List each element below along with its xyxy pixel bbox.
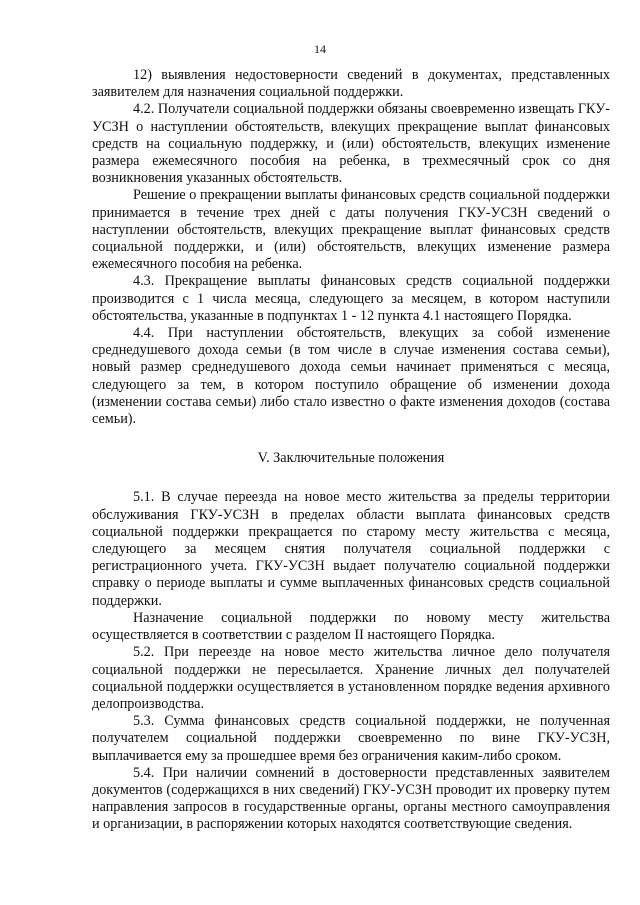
paragraph-4-4: 4.4. При наступлении обстоятельств, влекущих за собой изменение среднедушевого дохода семьи (в том числе в случае изменения состава семьи), новый размер среднедушевого дохода семьи начинает применяться с месяца, следующего за тем, в котором поступило обращение об изменении дохода (изменении состава семьи) либо стало известно о факте изменения доходов (состава семьи). — [92, 325, 610, 428]
document-body — [92, 67, 610, 834]
paragraph-5-3: 5.3. Сумма финансовых средств социальной поддержки, не полученная получателем социальной поддержки своевременно по вине ГКУ-УСЗН, выплачивается ему за прошедшее время без ограничения каким-либо сроком. — [92, 713, 610, 764]
section-heading: V. Заключительные положения — [257, 450, 445, 467]
paragraph-4-2-decision: Решение о прекращении выплаты финансовых средств социальной поддержки принимается в течение трех дней с даты получения ГКУ-УСЗН сведений о наступлении обстоятельств, влекущих прекращение выплат финансовых средств социальной поддержки, и (или) обстоятельств, влекущих изменение размера ежемесячного пособия на ребенка. — [92, 187, 610, 273]
paragraph-5-2: 5.2. При переезде на новое место жительства личное дело получателя социальной поддержки не пересылается. Хранение личных дел получателей социальной поддержки осуществляется в установленном порядке ведения архивного делопроизводства. — [92, 644, 610, 712]
paragraph-5-1-new-residence: Назначение социальной поддержки по новому месту жительства осуществляется в соответствии с разделом II настоящего Порядка. — [92, 609, 610, 644]
paragraph-5-1: 5.1. В случае переезда на новое место жительства за пределы территории обслуживания ГКУ-УСЗН в пределах области выплата финансовых средств социальной поддержки прекращается по старому месту жительства с месяца, следующего за месяцем снятия получателя социальной поддержки с регистрационного учета. ГКУ-УСЗН выдает получателю социальной поддержки справку о периоде выплаты и сумме выплаченных финансовых средств социальной поддержки. — [92, 489, 610, 609]
paragraph-4-2: 4.2. Получатели социальной поддержки обязаны своевременно извещать ГКУ-УСЗН о наступлении обстоятельств, влекущих прекращение выплат финансовых средств на социальную поддержку, и (или) обстоятельств, влекущих изменение размера ежемесячного пособия на ребенка, в трехмесячный срок со дня возникновения указанных обстоятельств. — [92, 101, 610, 187]
paragraph-4-3: 4.3. Прекращение выплаты финансовых средств социальной поддержки производится с 1 числа месяца, следующего за месяцем, в котором наступили обстоятельства, указанные в подпунктах 1 - 12 пункта 4.1 настоящего Порядка. — [92, 273, 610, 324]
paragraph-5-4: 5.4. При наличии сомнений в достоверности представленных заявителем документов (содержащихся в них сведений) ГКУ-УСЗН проводит их проверку путем направления запросов в государственные органы, органы местного самоуправления и организации, в распоряжении которых находятся соответствующие сведения. — [92, 764, 610, 833]
paragraph-item-12: 12) выявления недостоверности сведений в документах, представленных заявителем для назначения социальной поддержки. — [92, 67, 610, 101]
page-number: 14 — [314, 42, 326, 56]
